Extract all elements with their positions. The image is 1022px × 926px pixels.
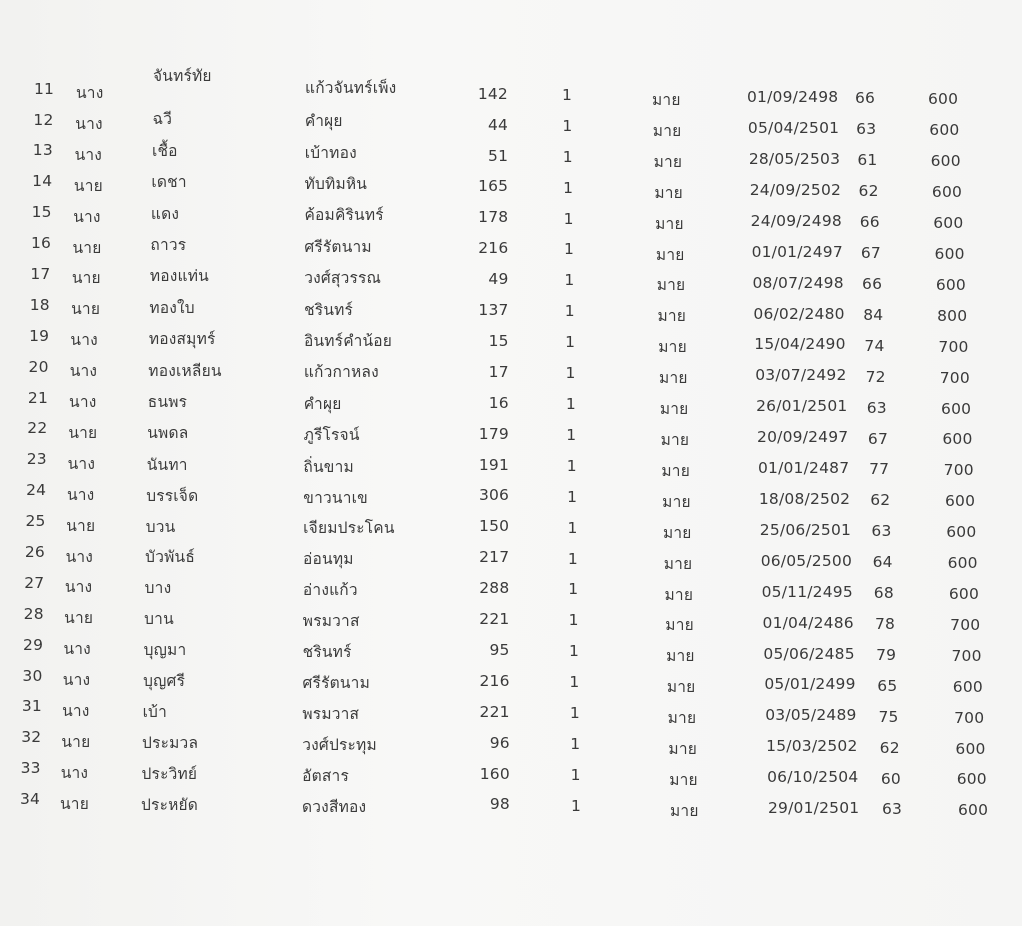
cell-no: 16 [30, 234, 52, 253]
cell-no: 18 [29, 295, 50, 314]
cell-dob: 01/01/2497 [751, 242, 843, 261]
cell-sex: มาย [662, 492, 691, 511]
cell-house: 306 [478, 486, 510, 505]
cell-last: เบ้าทอง [304, 143, 357, 162]
cell-amount: 600 [948, 584, 980, 603]
cell-dob: 28/05/2503 [748, 149, 841, 168]
cell-first: ประวิทย์ [141, 764, 198, 783]
cell-first: ประหยัด [141, 795, 199, 814]
cell-age: 77 [869, 460, 890, 479]
cell-sex: มาย [666, 647, 695, 666]
cell-house: 178 [478, 208, 509, 227]
cell-title: นาย [60, 794, 89, 813]
cell-last: ภูรีโรจน์ [303, 426, 360, 445]
cell-age: 66 [862, 274, 883, 293]
cell-no: 20 [28, 357, 49, 376]
cell-moo: 1 [565, 364, 576, 383]
cell-amount: 800 [937, 306, 968, 325]
cell-sex: มาย [658, 338, 687, 357]
cell-moo: 1 [564, 271, 575, 290]
cell-age: 67 [867, 429, 889, 448]
cell-sex: มาย [669, 771, 698, 790]
cell-dob: 05/01/2499 [764, 675, 856, 694]
cell-title: นาย [64, 609, 94, 628]
cell-age: 79 [876, 645, 897, 664]
cell-sex: มาย [653, 152, 683, 171]
cell-dob: 24/09/2502 [749, 180, 842, 199]
cell-age: 61 [857, 151, 878, 170]
cell-sex: มาย [655, 214, 684, 233]
cell-last: ขาวนาเข [303, 488, 368, 507]
cell-title: นาย [71, 269, 101, 288]
cell-amount: 700 [938, 337, 969, 356]
cell-dob: 25/06/2501 [759, 520, 852, 539]
cell-last: ทับทิมหิน [304, 175, 368, 194]
cell-no: 33 [20, 759, 41, 778]
cell-moo: 1 [566, 456, 577, 475]
cell-dob: 01/04/2486 [762, 613, 854, 632]
cell-title: นาง [76, 84, 104, 103]
cell-first: บาน [144, 610, 174, 629]
cell-moo: 1 [571, 796, 582, 815]
cell-first: ทองแท่น [149, 267, 209, 286]
cell-sex: มาย [660, 431, 690, 450]
cell-house: 142 [477, 84, 508, 103]
cell-age: 75 [878, 707, 899, 726]
cell-dob: 18/08/2502 [758, 490, 851, 508]
cell-first: เชื้อ [151, 141, 178, 160]
cell-age: 68 [873, 584, 894, 603]
cell-age: 63 [866, 398, 887, 417]
cell-moo: 1 [565, 333, 576, 352]
cell-dob: 15/04/2490 [754, 335, 846, 354]
cell-moo: 1 [570, 734, 581, 753]
cell-sex: มาย [665, 616, 694, 635]
cell-no: 25 [25, 512, 46, 531]
cell-moo: 1 [569, 673, 580, 692]
cell-age: 66 [859, 213, 880, 232]
cell-amount: 600 [929, 121, 960, 140]
cell-dob: 03/05/2489 [765, 706, 857, 725]
cell-dob: 06/02/2480 [753, 304, 845, 323]
cell-moo: 1 [567, 487, 578, 506]
cell-moo: 1 [562, 147, 573, 166]
cell-first: บุญศรี [143, 672, 186, 691]
cell-last: วงศ์สุวรรณ [304, 269, 382, 288]
cell-first: เดชา [151, 173, 187, 192]
cell-sex: มาย [657, 307, 687, 326]
cell-dob: 08/07/2498 [752, 273, 844, 292]
cell-sex: มาย [656, 276, 686, 295]
cell-title: นาง [69, 393, 97, 412]
cell-sex: มาย [662, 523, 692, 542]
cell-age: 62 [879, 738, 900, 757]
cell-title: นาง [74, 145, 103, 164]
cell-title: นาง [60, 763, 89, 782]
cell-moo: 1 [563, 240, 575, 259]
cell-amount: 700 [951, 646, 982, 665]
cell-dob: 05/04/2501 [747, 119, 840, 138]
cell-dob: 29/01/2501 [768, 799, 860, 818]
cell-title: นาง [65, 547, 94, 566]
cell-first: ทองใบ [149, 298, 195, 317]
cell-amount: 600 [946, 523, 977, 542]
cell-last: แก้วจันทร์เพ็ง [305, 78, 397, 97]
cell-no: 23 [26, 450, 47, 469]
cell-dob: 05/06/2485 [763, 644, 855, 663]
cell-amount: 600 [947, 554, 978, 573]
cell-house: 216 [478, 239, 509, 258]
cell-last: อัตสาร [302, 766, 349, 785]
cell-house: 137 [478, 301, 509, 320]
cell-dob: 03/07/2492 [755, 366, 847, 385]
cell-sex: มาย [664, 585, 694, 604]
cell-last: แก้วกาหลง [303, 363, 379, 382]
cell-title: นาย [68, 423, 98, 442]
cell-sex: มาย [661, 461, 690, 480]
cell-no: 15 [31, 203, 52, 222]
cell-house: 95 [489, 640, 510, 659]
cell-no: 22 [27, 419, 48, 438]
cell-no: 12 [33, 110, 54, 129]
cell-moo: 1 [567, 549, 578, 568]
cell-house: 221 [479, 702, 510, 721]
cell-first: ประมวล [142, 733, 199, 752]
cell-moo: 1 [569, 704, 580, 723]
cell-amount: 600 [934, 244, 965, 263]
cell-sex: มาย [655, 245, 685, 264]
cell-first: ทองเหลียน [148, 361, 222, 380]
cell-house: 16 [488, 393, 509, 412]
cell-no: 13 [32, 141, 53, 160]
cell-first: ทองสมุทร์ [148, 330, 216, 349]
cell-age: 74 [864, 336, 885, 355]
cell-title: นาง [63, 640, 91, 659]
cell-sex: มาย [652, 121, 682, 140]
cell-house: 96 [489, 733, 510, 752]
cell-title: นาง [62, 701, 90, 720]
cell-last: ชรินทร์ [302, 643, 352, 662]
cell-moo: 1 [563, 209, 574, 228]
cell-amount: 600 [942, 430, 973, 449]
cell-title: นาย [72, 238, 102, 257]
cell-title: นาย [71, 300, 101, 319]
cell-amount: 600 [956, 770, 987, 789]
cell-title: นาง [64, 578, 93, 597]
cell-last: ชรินทร์ [304, 300, 354, 319]
cell-last: พรมวาส [302, 612, 360, 631]
cell-house: 179 [478, 424, 509, 443]
cell-no: 14 [32, 172, 53, 191]
cell-amount: 600 [952, 677, 983, 696]
cell-moo: 1 [565, 395, 576, 413]
cell-age: 66 [855, 89, 876, 108]
cell-title: นาง [69, 362, 98, 381]
cell-last: อินทร์คำน้อย [303, 332, 393, 351]
cell-house: 150 [479, 517, 510, 536]
cell-sex: มาย [652, 91, 681, 110]
cell-moo: 1 [562, 116, 573, 135]
cell-sex: มาย [670, 801, 699, 820]
cell-no: 27 [24, 573, 45, 592]
cell-last: พรมวาส [302, 704, 360, 723]
cell-house: 17 [488, 362, 509, 381]
cell-amount: 600 [928, 90, 959, 109]
cell-age: 84 [863, 305, 884, 324]
cell-house: 217 [479, 548, 510, 567]
cell-dob: 15/03/2502 [766, 737, 858, 756]
cell-moo: 1 [569, 642, 580, 661]
cell-sex: มาย [663, 554, 693, 573]
cell-age: 60 [880, 769, 901, 788]
cell-amount: 600 [944, 492, 976, 511]
cell-house: 98 [489, 795, 510, 814]
cell-age: 62 [858, 182, 879, 201]
cell-dob: 01/01/2487 [757, 459, 850, 478]
cell-first: นพดล [147, 424, 189, 443]
cell-no: 31 [21, 697, 42, 716]
cell-age: 65 [877, 676, 898, 695]
cell-title: นาย [73, 176, 103, 195]
cell-dob: 05/11/2495 [761, 582, 853, 601]
cell-amount: 600 [941, 399, 972, 418]
cell-moo: 1 [562, 85, 573, 104]
cell-house: 49 [488, 270, 509, 289]
cell-first: บุญมา [143, 641, 187, 660]
cell-last: อ่อนทุม [303, 550, 354, 569]
cell-first: บวน [145, 517, 176, 536]
cell-title: นาย [61, 732, 91, 751]
cell-sex: มาย [654, 183, 683, 202]
cell-house: 15 [488, 331, 509, 350]
cell-age: 72 [865, 367, 886, 386]
cell-age: 63 [882, 800, 903, 819]
cell-age: 64 [872, 553, 893, 572]
cell-sex: มาย [659, 400, 689, 419]
cell-last: วงศ์ประทุม [302, 735, 377, 754]
cell-house: 191 [478, 455, 510, 474]
cell-last: คำผุย [303, 394, 342, 413]
cell-title: นาง [70, 331, 98, 350]
cell-last: อ่างแก้ว [302, 581, 358, 600]
cell-no: 29 [23, 635, 44, 654]
cell-age: 62 [870, 491, 891, 510]
cell-amount: 600 [958, 801, 989, 820]
cell-moo: 1 [568, 611, 579, 630]
cell-first: บัวพันธ์ [145, 548, 195, 567]
cell-last: ดวงสีทอง [302, 797, 367, 816]
cell-amount: 600 [933, 214, 964, 232]
cell-amount: 600 [935, 275, 966, 294]
cell-last: ถิ่นขาม [303, 457, 354, 476]
cell-amount: 600 [955, 739, 986, 758]
cell-title: นาง [75, 115, 103, 133]
cell-first: จันทร์ทัย [153, 67, 212, 86]
cell-moo: 1 [568, 580, 579, 599]
cell-title: นาง [73, 207, 101, 226]
table-row [0, 790, 1022, 835]
cell-house: 44 [487, 115, 509, 134]
cell-house: 216 [479, 671, 510, 690]
cell-amount: 600 [930, 152, 961, 171]
cell-amount: 700 [939, 368, 970, 387]
cell-moo: 1 [564, 302, 575, 321]
cell-moo: 1 [570, 765, 581, 784]
cell-no: 32 [21, 728, 42, 747]
cell-dob: 20/09/2497 [757, 428, 849, 447]
cell-moo: 1 [563, 178, 574, 197]
cell-amount: 700 [943, 461, 974, 480]
cell-last: เจียมประโคน [303, 519, 395, 538]
cell-dob: 06/10/2504 [767, 768, 859, 787]
cell-no: 11 [34, 79, 55, 98]
cell-title: นาง [66, 485, 95, 504]
cell-first: บรรเจ็ด [146, 486, 199, 505]
cell-house: 160 [479, 764, 510, 783]
cell-no: 34 [20, 790, 41, 809]
cell-first: ถาวร [150, 236, 187, 255]
cell-amount: 700 [954, 708, 985, 727]
cell-house: 221 [479, 610, 510, 629]
cell-age: 63 [856, 120, 877, 139]
cell-sex: มาย [667, 709, 697, 728]
cell-moo: 1 [567, 518, 578, 537]
cell-age: 67 [860, 244, 881, 263]
cell-house: 165 [478, 177, 509, 196]
cell-dob: 26/01/2501 [756, 397, 848, 416]
cell-dob: 24/09/2498 [750, 211, 842, 230]
cell-first: บาง [144, 579, 172, 598]
cell-amount: 600 [931, 183, 963, 202]
cell-last: ศรีรัตนาม [304, 237, 372, 256]
cell-title: นาง [62, 671, 91, 690]
cell-no: 28 [23, 604, 44, 623]
cell-first: ฉวี [152, 110, 173, 129]
cell-last: ค้อมคิรินทร์ [304, 206, 384, 225]
cell-first: นันทา [146, 455, 188, 474]
cell-age: 63 [871, 522, 892, 541]
cell-dob: 01/09/2498 [747, 88, 839, 107]
cell-no: 19 [29, 326, 50, 345]
cell-house: 51 [488, 146, 509, 165]
cell-amount: 700 [950, 615, 981, 634]
cell-moo: 1 [566, 425, 577, 444]
cell-first: เบ้า [142, 702, 168, 721]
cell-first: ธนพร [147, 392, 188, 411]
cell-last: ศรีรัตนาม [302, 673, 370, 692]
cell-no: 26 [24, 543, 45, 561]
cell-no: 21 [27, 388, 49, 407]
cell-title: นาย [66, 516, 96, 535]
cell-house: 288 [479, 579, 510, 598]
cell-first: แดง [150, 204, 180, 223]
cell-no: 17 [30, 264, 51, 283]
cell-dob: 06/05/2500 [760, 551, 853, 570]
cell-sex: มาย [666, 678, 696, 697]
cell-no: 30 [22, 666, 43, 685]
cell-no: 24 [26, 481, 47, 500]
cell-sex: มาย [659, 369, 688, 388]
cell-last: คำผุย [304, 112, 343, 131]
cell-sex: มาย [668, 740, 698, 759]
cell-title: นาง [67, 454, 96, 473]
cell-age: 78 [874, 615, 896, 633]
